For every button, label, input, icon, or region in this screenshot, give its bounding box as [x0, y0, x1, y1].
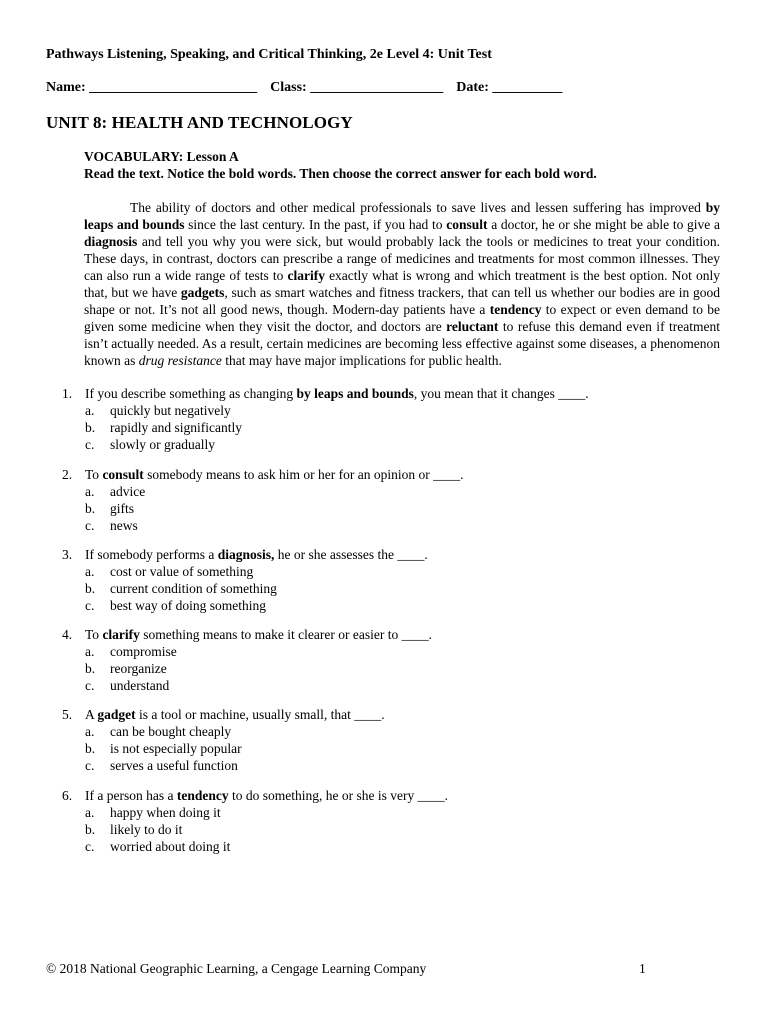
question-stem: To clarify something means to make it clearer or easier to ____. [85, 627, 432, 642]
question-number: 4. [62, 627, 73, 642]
passage-text: a doctor, he or she might be able to give a [487, 217, 720, 232]
bold-term: diagnosis [84, 234, 138, 249]
question-number: 6. [62, 788, 73, 803]
date-field[interactable]: __________ [492, 80, 563, 95]
question-number: 2. [62, 467, 73, 482]
page-number: 1 [639, 961, 646, 976]
class-label: Class: [270, 80, 307, 95]
question-stem: To consult somebody means to ask him or her for an opinion or ____. [85, 467, 464, 482]
name-field[interactable]: ________________________ [89, 80, 258, 95]
question-stem: If you describe something as changing by leaps and bounds, you mean that it changes ____. [85, 386, 589, 401]
class-field[interactable]: ___________________ [310, 80, 444, 95]
bold-term: consult [446, 217, 488, 232]
passage-text: to refuse this demand even if treatment isn’t actually needed. As a result, certain medicines are becoming less effective against some diseases, a phenomenon known as [84, 319, 720, 368]
passage-text: , such as smart watches and fitness trackers, that can tell us whether our bodies are in good shape or not. It’s not all good news, though. Modern-day patients have a [84, 285, 720, 317]
question-number: 1. [62, 386, 73, 401]
student-info-row [46, 80, 562, 96]
bold-term: clarify [287, 268, 325, 283]
reading-passage [84, 199, 720, 369]
document-header: Pathways Listening, Speaking, and Critical Thinking, 2e Level 4: Unit Test [46, 47, 492, 62]
italic-term: drug resistance [138, 353, 222, 368]
passage-text: since the last century. In the past, if you had to [184, 217, 447, 232]
passage-text: that may have major implications for public health. [221, 353, 502, 368]
bold-term: tendency [489, 302, 542, 317]
section-instructions: Read the text. Notice the bold words. Then choose the correct answer for each bold word. [84, 166, 597, 181]
bold-term: by leaps and bounds [84, 200, 720, 232]
passage-text: The ability of doctors and other medical professionals to save lives and lessen suffering has improved [130, 200, 706, 215]
question-number: 3. [62, 547, 73, 562]
document-page: Pathways Listening, Speaking, and Critical Thinking, 2e Level 4: Unit Test Name: ________________________ Class: ___________________ Date: __________ UNIT 8: HEALTH AND TECHNOLOGY VOCABULARY: Lesson A Read the text. Notice the bold words. Then choose the correct answer for each bold word. The ability of doctors and other medical professionals to save lives and lessen suffering has improved by leaps and bounds since the last century. In the past, if you had to consult a doctor, he or she might be able to give a diagnosis and tell you why you were sick, but would probably lack the tools or medicines to treat your condition. These days, in contrast, doctors can prescribe a range of medicines and treatments for most common illnesses. They can also run a wide range of tests to clarify exactly what is wrong and which treatment is the best option. Not only that, but we have gadgets, such as smart watches and fitness trackers, that can tell us whether our bodies are in good shape or not. It’s not all good news, though. Modern-day patients have a tendency to expect or even demand to be given some medicine when they visit the doctor, and doctors are reluctant to refuse this demand even if treatment isn’t actually needed. As a result, certain medicines are becoming less effective against some diseases, a phenomenon known as drug resistance that may have major implications for public health. 1. If you describe something as changing by leaps and bounds, you mean that it changes ____. a. quickly but negatively b. rapidly and significantly c. slowly or gradually 2. To consult somebody means to ask him or her for an opinion or ____. a. advice b. gifts c. news 3. If somebody performs a diagnosis, he or she assesses the ____. a. cost or value of something b. current condition of something c. best way of doing something 4. To clarify something means to make it clearer or easier to ____. a. compromise b. reorganize c. understand 5. A gadget is a tool or machine, usually small, that ____. a. can be bought cheaply b. is not especially popular c. serves a useful function 6. If a person has a tendency to do something, he or she is very ____. a. happy when doing it b. likely to do it c. worried about doing it © 2018 National Geographic Learning, a Cengage Learning Company 1 [46, 47, 721, 976]
date-label: Date: [456, 80, 489, 95]
question-stem: If a person has a tendency to do something, he or she is very ____. [85, 788, 448, 803]
bold-term: gadgets [180, 285, 225, 300]
bold-term: reluctant [446, 319, 499, 334]
passage-text: and tell you why you were sick, but would probably lack the tools or medicines to treat your condition. These days, in contrast, doctors can prescribe a range of medicines and treatments for most common illnesses. They can also run a wide range of tests to [84, 234, 720, 283]
passage-text: to expect or even demand to be given some medicine when they visit the doctor, and doctors are [84, 302, 721, 334]
copyright-footer: © 2018 National Geographic Learning, a Cengage Learning Company [46, 961, 427, 976]
question-stem: If somebody performs a diagnosis, he or she assesses the ____. [85, 547, 428, 562]
unit-title: UNIT 8: HEALTH AND TECHNOLOGY [46, 113, 353, 132]
name-label: Name: [46, 80, 86, 95]
section-label: VOCABULARY: Lesson A [84, 149, 239, 164]
question-number: 5. [62, 707, 73, 722]
question-stem: A gadget is a tool or machine, usually small, that ____. [85, 707, 385, 722]
passage-text: exactly what is wrong and which treatment is the best option. Not only that, but we have [84, 268, 720, 300]
